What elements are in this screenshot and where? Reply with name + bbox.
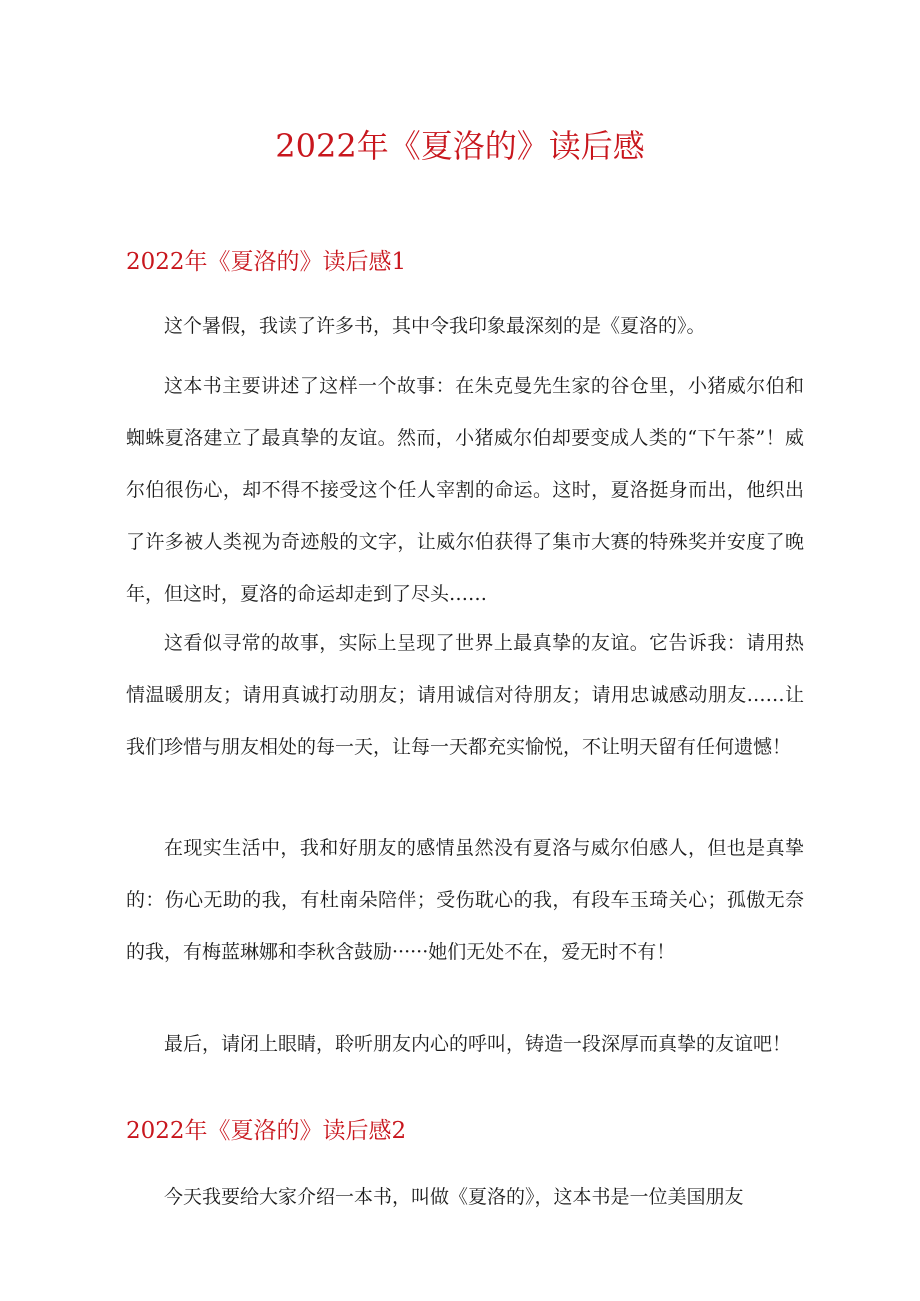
paragraph: 今天我要给大家介绍一本书，叫做《夏洛的》，这本书是一位美国朋友 [164, 1186, 744, 1208]
paragraph: 最后，请闭上眼睛，聆听朋友内心的呼叫，铸造一段深厚而真挚的友谊吧！ [164, 1033, 792, 1055]
section-heading-2: 2022年《夏洛的》读后感2 [126, 1118, 407, 1144]
document-title: 2022年《夏洛的》读后感 [275, 127, 645, 165]
paragraph: 在现实生活中，我和好朋友的感情虽然没有夏洛与威尔伯感人，但也是真挚的：伤心无助的我，有杜南朵陪伴；受伤耽心的我，有段车玉琦关心；孤傲无奈的我，有梅蓝琳娜和李秋含鼓励······她们无处不在，爱无时不有！ [126, 837, 804, 963]
section-heading-1: 2022年《夏洛的》读后感1 [126, 249, 407, 275]
paragraph: 这个暑假，我读了许多书，其中令我印象最深刻的是《夏洛的》。 [164, 315, 706, 337]
paragraph: 这本书主要讲述了这样一个故事：在朱克曼先生家的谷仓里，小猪威尔伯和蜘蛛夏洛建立了最真挚的友谊。然而，小猪威尔伯却要变成人类的“下午茶”！威尔伯很伤心，却不得不接受这个任人宰割的命运。这时，夏洛挺身而出，他织出了许多被人类视为奇迹般的文字，让威尔伯获得了集市大赛的特殊奖并安度了晚年，但这时，夏洛的命运却走到了尽头…… [126, 375, 804, 605]
paragraph: 这看似寻常的故事，实际上呈现了世界上最真挚的友谊。它告诉我：请用热情温暖朋友；请用真诚打动朋友；请用诚信对待朋友；请用忠诚感动朋友……让我们珍惜与朋友相处的每一天，让每一天都充实愉悦，不让明天留有任何遗憾！ [126, 632, 804, 758]
